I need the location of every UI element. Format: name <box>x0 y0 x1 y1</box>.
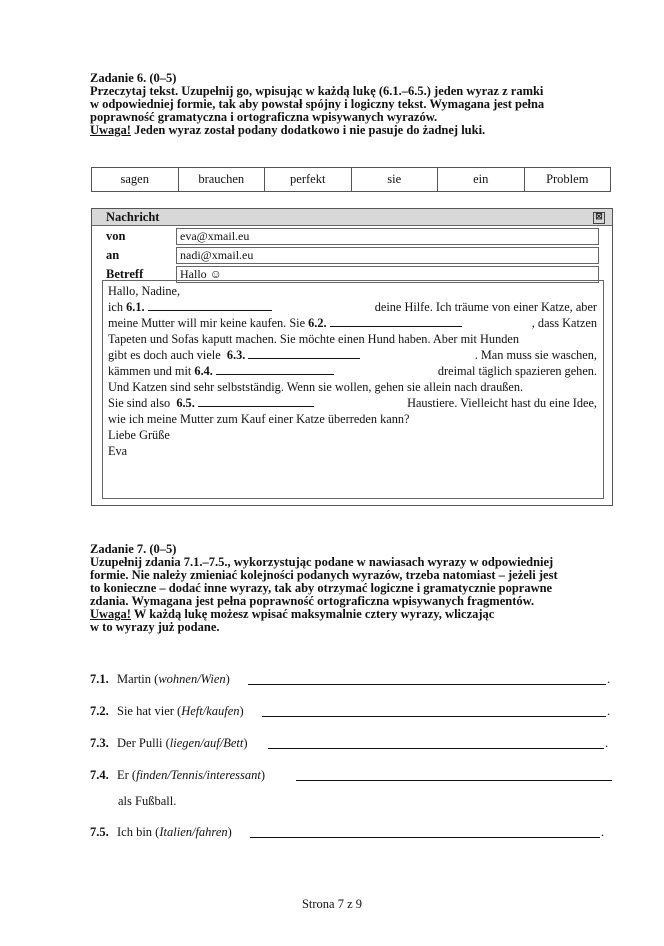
item-end: ) <box>260 768 266 782</box>
answer-line-7-3[interactable] <box>268 748 604 749</box>
letter-line-7 <box>108 395 597 411</box>
gap-number-6-2: 6.2. <box>308 316 327 330</box>
item-hint: finden/Tennis/interessant <box>136 768 261 782</box>
von-field: eva@xmail.eu <box>176 228 599 245</box>
task7-line6: w to wyrazy już podane. <box>90 620 220 635</box>
gap-6-3[interactable] <box>248 347 360 359</box>
answer-line-7-4[interactable] <box>296 780 612 781</box>
text: kämmen und mit <box>108 364 192 378</box>
gap-number-6-4: 6.4. <box>194 364 213 378</box>
task6-uwaga <box>90 124 612 137</box>
uwaga-label: Uwaga! <box>90 123 131 138</box>
word-cell: sagen <box>92 168 179 192</box>
item-7-3 <box>90 736 248 751</box>
an-label: an <box>106 248 120 262</box>
text: dreimal täglich spazieren gehen. <box>437 364 597 378</box>
text: . Man muss sie waschen, <box>474 348 597 362</box>
item-hint: wohnen/Wien <box>158 672 226 686</box>
item-start: Ich bin ( <box>117 825 160 839</box>
page-footer: Strona 7 z 9 <box>301 897 363 911</box>
text: Sie sind also <box>108 396 171 410</box>
answer-line-7-5[interactable] <box>250 837 600 838</box>
message-titlebar <box>92 209 612 226</box>
task7-line1: Uzupełnij zdania 7.1.–7.5., wykorzystując podane w nawiasach wyrazy w odpowiedniej <box>90 555 554 569</box>
item-end: ) <box>239 704 244 718</box>
message-title: Nachricht <box>106 210 160 224</box>
word-box <box>91 167 611 192</box>
letter-line-8: wie ich meine Mutter zum Kauf einer Katze überreden kann? <box>108 412 410 426</box>
letter-line-6: Und Katzen sind sehr selbstständig. Wenn sie wollen, gehen sie allein nach draußen. <box>108 380 524 394</box>
text: deine Hilfe. Ich träume von einer Katze, aber <box>374 300 597 314</box>
item-start: Sie hat vier ( <box>117 704 182 718</box>
an-field: nadi@xmail.eu <box>176 247 599 264</box>
item-hint: liegen/auf/Bett <box>169 736 244 750</box>
item-end: ) <box>225 672 230 686</box>
letter-line-5 <box>108 363 597 379</box>
gap-number-6-5: 6.5. <box>176 396 195 410</box>
item-tail: . <box>607 672 611 686</box>
item-start: Er ( <box>117 768 137 782</box>
task6-line2: w odpowiedniej formie, tak aby powstał spójny i logiczny tekst. Wymagana jest pełna <box>90 97 545 112</box>
letter-text <box>103 281 603 459</box>
gap-number-6-3: 6.3. <box>226 348 246 362</box>
item-7-5 <box>90 825 232 840</box>
gap-6-1[interactable] <box>148 299 272 311</box>
task6-line3: poprawność gramatyczna i ortograficzna wpisywanych wyrazów. <box>90 110 438 125</box>
item-end: ) <box>227 825 232 839</box>
item-hint: Italien/fahren <box>159 825 228 839</box>
item-number: 7.3. <box>90 736 109 750</box>
item-number: 7.2. <box>90 704 109 718</box>
text: Haustiere. Vielleicht hast du eine Idee, <box>407 396 597 410</box>
task7-title: Zadanie 7. (0–5) <box>90 542 177 556</box>
answer-line-7-2[interactable] <box>262 716 606 717</box>
uwaga-text: Jeden wyraz został podany dodatkowo i nie pasuje do żadnej luki. <box>130 123 486 138</box>
letter-line-4 <box>108 347 597 363</box>
von-row <box>92 228 612 245</box>
letter-greeting: Hallo, Nadine, <box>108 284 181 298</box>
task6-title: Zadanie 6. (0–5) <box>90 71 177 85</box>
answer-line-7-1[interactable] <box>248 684 606 685</box>
item-hint: Heft/kaufen <box>181 704 240 718</box>
betreff-label: Betreff <box>106 267 144 281</box>
betreff-field: Hallo ☺ <box>176 266 599 283</box>
word-cell: perfekt <box>265 168 352 192</box>
gap-6-2[interactable] <box>330 315 462 327</box>
word-cell: ein <box>438 168 525 192</box>
word-cell: Problem <box>524 168 611 192</box>
uwaga-text: W każdą lukę możesz wpisać maksymalnie cztery wyrazy, wliczając <box>130 607 495 622</box>
message-body <box>102 280 604 499</box>
item-tail: . <box>605 736 609 750</box>
item-7-4 <box>90 768 265 783</box>
letter-signature: Eva <box>108 444 128 458</box>
item-7-1 <box>90 672 230 687</box>
text: meine Mutter will mir keine kaufen. Sie <box>108 316 306 330</box>
letter-line-3: Tapeten und Sofas kaputt machen. Sie möchte einen Hund haben. Aber mit Hunden <box>108 332 519 346</box>
text: , dass Katzen <box>531 316 597 330</box>
text: ich <box>108 300 124 314</box>
item-number: 7.1. <box>90 672 109 686</box>
gap-number-6-1: 6.1. <box>126 300 145 314</box>
uwaga-label: Uwaga! <box>90 607 131 622</box>
an-row <box>92 247 612 264</box>
item-tail: . <box>607 704 611 718</box>
message-window <box>91 208 613 506</box>
task7-instructions <box>90 556 612 635</box>
text: gibt es doch auch viele <box>108 348 221 362</box>
word-cell: brauchen <box>178 168 265 192</box>
item-continuation: als Fußball. <box>118 794 177 808</box>
gap-6-5[interactable] <box>198 395 314 407</box>
item-tail: . <box>601 825 605 839</box>
word-cell: sie <box>351 168 438 192</box>
task7-line2: formie. Nie należy zmieniać kolejności podanych wyrazów, trzeba natomiast – jeżeli jest <box>90 568 558 583</box>
letter-line-1 <box>108 299 597 315</box>
item-7-2 <box>90 704 244 719</box>
gap-6-4[interactable] <box>216 363 334 375</box>
task6-instructions <box>90 85 612 137</box>
task6-line1: Przeczytaj tekst. Uzupełnij go, wpisując w każdą lukę (6.1.–6.5.) jeden wyraz z ramki <box>90 84 544 98</box>
item-start: Martin ( <box>117 672 159 686</box>
item-end: ) <box>243 736 248 750</box>
von-label: von <box>106 229 126 243</box>
item-start: Der Pulli ( <box>117 736 170 750</box>
letter-line-2 <box>108 315 597 331</box>
task7-line4: zdania. Wymagana jest pełna poprawność ortograficzna wpisywanych fragmentów. <box>90 594 535 609</box>
close-icon: ⊠ <box>593 212 605 224</box>
item-number: 7.5. <box>90 825 109 839</box>
item-number: 7.4. <box>90 768 109 782</box>
letter-closing: Liebe Grüße <box>108 428 170 442</box>
task7-line3: to konieczne – dodać inne wyrazy, tak aby otrzymać logiczne i gramatycznie poprawne <box>90 581 553 596</box>
